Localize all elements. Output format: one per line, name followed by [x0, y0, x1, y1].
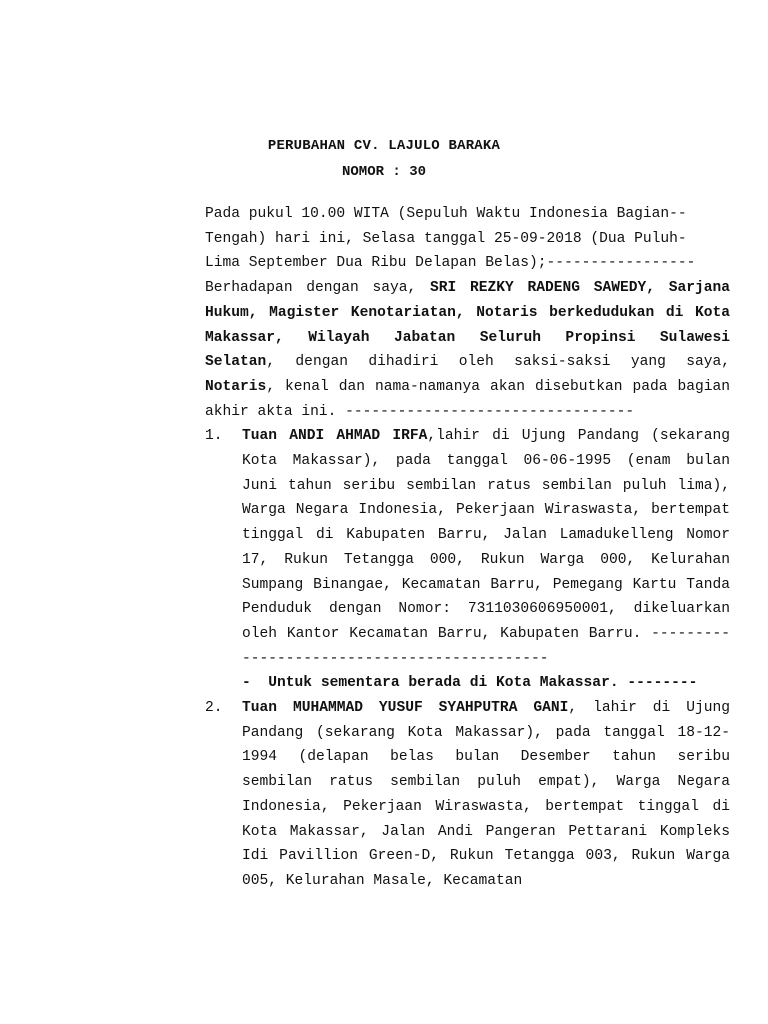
opening-line: Pada pukul 10.00 WITA (Sepuluh Waktu Indonesia Bagian--: [205, 206, 687, 222]
party-number: 2.: [205, 700, 223, 717]
document-title: [0, 134, 768, 158]
party-item: [205, 424, 730, 671]
party-name: Tuan ANDI AHMAD IRFA: [242, 428, 428, 445]
appearing-middle: , dengan dihadiri oleh saksi-saksi yang saya,: [266, 354, 730, 371]
party-note: - Untuk sementara berada di Kota Makassar. --------: [242, 675, 698, 692]
party-item: [205, 696, 730, 894]
party-details: , lahir di Ujung Pandang (sekarang Kota Makassar), pada tanggal 18-12-1994 (delapan belas bulan Desember tahun seribu sembilan ratus sembilan puluh empat), Warga Negara Indonesia, Pekerjaan Wiraswasta, bertempat tinggal di Kota Makassar, Jalan Andi Pangeran Pettarani Kompleks Idi Pavillion Green-D, Rukun Tetangga 003, Rukun Warga 005, Kelurahan Masale, Kecamatan: [242, 700, 731, 889]
title-block: [0, 134, 768, 184]
party-details: ,lahir di Ujung Pandang (sekarang Kota Makassar), pada tanggal 06-06-1995 (enam bulan Juni tahun seribu sembilan ratus sembilan puluh lima), Warga Negara Indonesia, Pekerjaan Wiraswasta, bertempat tinggal di Kabupaten Barru, Jalan Lamadukelleng Nomor 17, Rukun Tetangga 000, Rukun Warga 000, Kelurahan Sumpang Binangae, Kecamatan Barru, Pemegang Kartu Tanda Penduduk dengan Nomor: 7311030606950001, dikeluarkan oleh Kantor Kecamatan Barru, Kabupaten Barru. --------------------------------------------: [242, 428, 730, 667]
appearing-end: , kenal dan nama-namanya akan disebutkan pada bagian akhir akta ini. ---------------------------------: [205, 378, 730, 420]
party-name: Tuan MUHAMMAD YUSUF SYAHPUTRA GANI: [242, 700, 569, 717]
document-body: [205, 202, 730, 894]
notary-name: SRI REZKY RADENG SAWEDY, Sarjana Hukum, Magister Kenotariatan, Notaris berkedudukan di Kota Makassar, Wilayah Jabatan Seluruh Propinsi Sulawesi Selatan: [205, 280, 730, 371]
document-number: NOMOR : 30: [341, 164, 426, 180]
opening-line: Lima September Dua Ribu Delapan Belas);-----------------: [205, 255, 696, 272]
title-main: PERUBAHAN CV.: [267, 138, 380, 154]
title-company: LAJULO BARAKA: [388, 138, 501, 154]
opening-paragraph: [205, 202, 730, 276]
party-number: 1.: [205, 428, 223, 445]
notaris-label: Notaris: [205, 378, 267, 395]
appearing-paragraph: [205, 276, 730, 424]
appearing-intro: Berhadapan dengan saya,: [205, 280, 430, 297]
opening-line: Tengah) hari ini, Selasa tanggal 25-09-2018 (Dua Puluh-: [205, 230, 687, 247]
